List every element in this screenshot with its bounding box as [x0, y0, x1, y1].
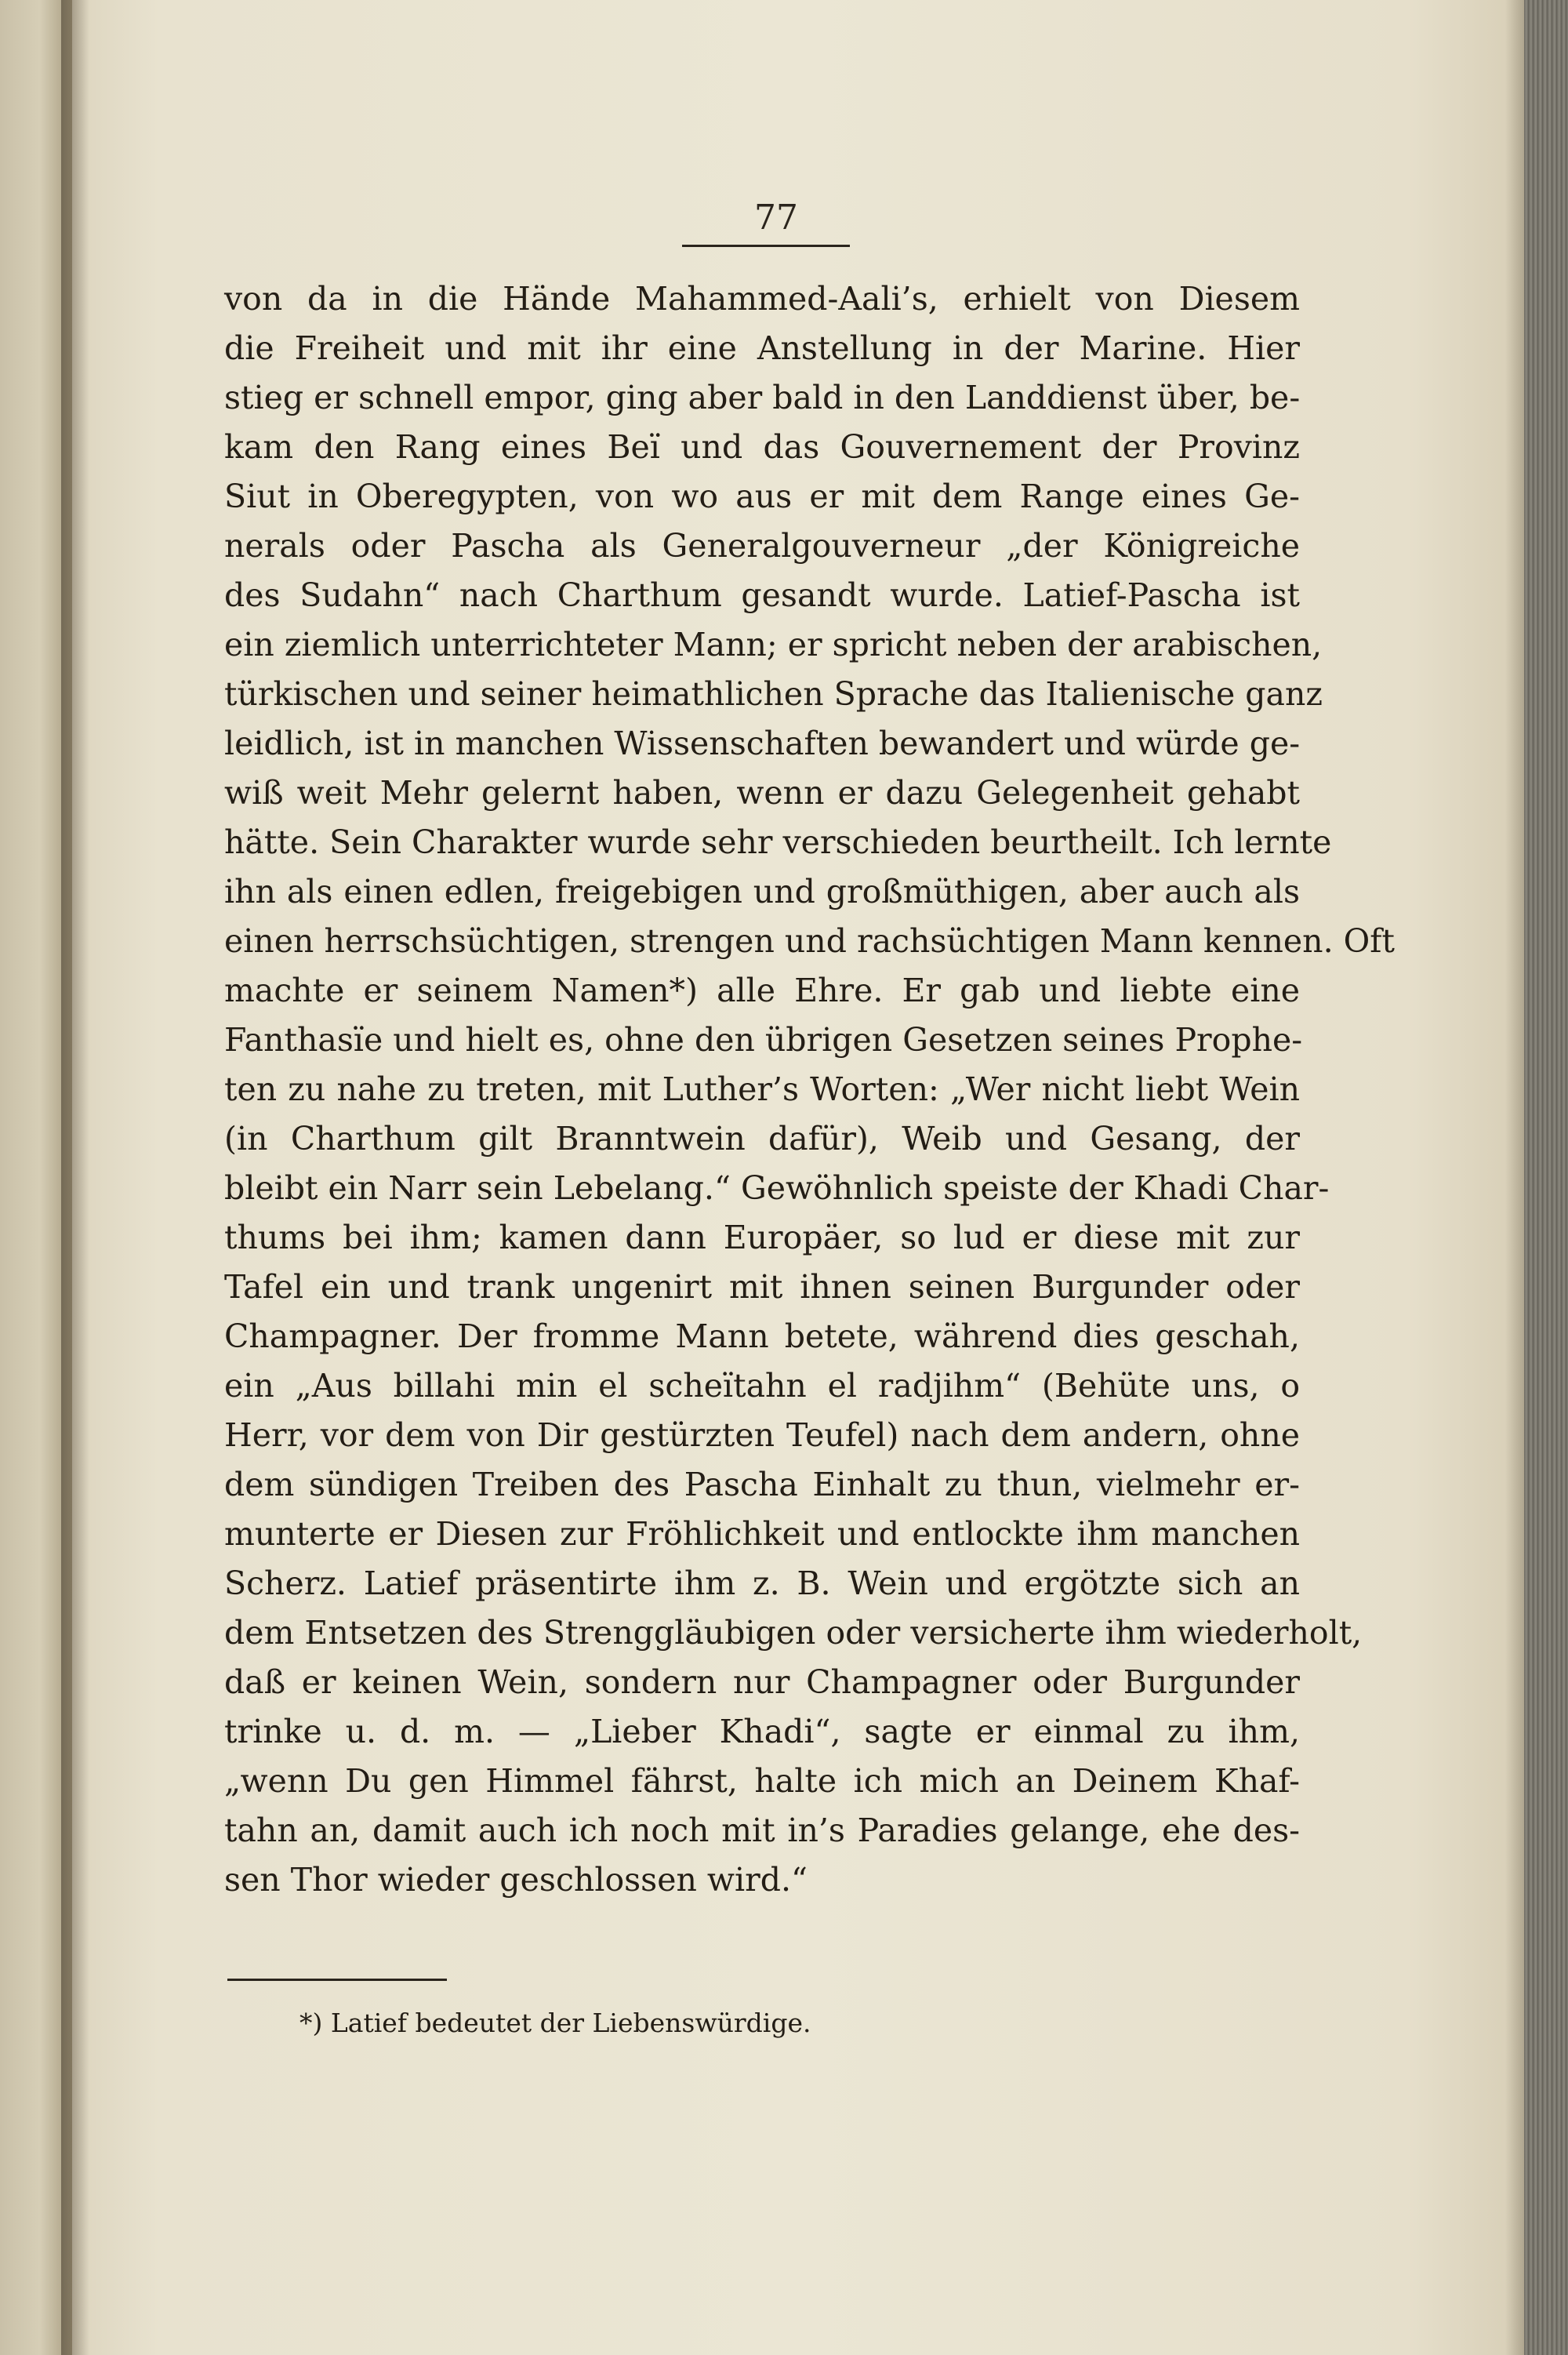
- text-line: munterte er Diesen zur Fröhlichkeit und entlockte ihm manchen: [224, 1515, 1300, 1553]
- text-line: trinke u. d. m. — „Lieber Khadi“, sagte er einmal zu ihm,: [224, 1713, 1300, 1750]
- text-line: tahn an, damit auch ich noch mit in’s Paradies gelange, ehe des-: [224, 1812, 1300, 1849]
- text-line: stieg er schnell empor, ging aber bald in den Landdienst über, be-: [224, 379, 1301, 416]
- book-gutter-shadow: [61, 0, 89, 2355]
- page-number-rule: [682, 245, 850, 247]
- text-line: leidlich, ist in manchen Wissenschaften bewandert und würde ge-: [224, 725, 1301, 762]
- text-line: türkischen und seiner heimathlichen Sprache das Italienische ganz: [224, 675, 1323, 713]
- text-line: bleibt ein Narr sein Lebelang.“ Gewöhnlich speiste der Khadi Char-: [224, 1169, 1330, 1207]
- text-line: machte er seinem Namen*) alle Ehre. Er gab und liebte eine: [224, 972, 1300, 1009]
- text-line: Fanthasïe und hielt es, ohne den übrigen Gesetzen seines Prophe-: [224, 1021, 1303, 1059]
- text-line: „wenn Du gen Himmel fährst, halte ich mich an Deinem Khaf-: [224, 1762, 1300, 1800]
- text-line: Tafel ein und trank ungenirt mit ihnen seinen Burgunder oder: [224, 1268, 1300, 1306]
- text-line: kam den Rang eines Beï und das Gouvernement der Provinz: [224, 428, 1300, 466]
- text-line: ten zu nahe zu treten, mit Luther’s Worten: „Wer nicht liebt Wein: [224, 1070, 1300, 1108]
- text-line: dem Entsetzen des Strenggläubigen oder versicherte ihm wiederholt,: [224, 1614, 1363, 1652]
- text-line: sen Thor wieder geschlossen wird.“: [224, 1861, 808, 1899]
- text-line: dem sündigen Treiben des Pascha Einhalt zu thun, vielmehr er-: [224, 1466, 1300, 1503]
- footnote: *) Latief bedeutet der Liebenswürdige.: [299, 2008, 811, 2038]
- text-line: Siut in Oberegypten, von wo aus er mit dem Range eines Ge-: [224, 478, 1300, 515]
- text-line: Champagner. Der fromme Mann betete, während dies geschah,: [224, 1317, 1300, 1355]
- page-edge-shadow: [1505, 0, 1526, 2355]
- text-line: ein ziemlich unterrichteter Mann; er spricht neben der arabischen,: [224, 626, 1323, 663]
- page-number: 77: [754, 198, 798, 238]
- text-line: daß er keinen Wein, sondern nur Champagner oder Burgunder: [224, 1663, 1300, 1701]
- text-line: thums bei ihm; kamen dann Europäer, so lud er diese mit zur: [224, 1219, 1300, 1256]
- body-text: [224, 274, 1395, 1905]
- text-line: Scherz. Latief präsentirte ihm z. B. Wein und ergötzte sich an: [224, 1565, 1300, 1602]
- book-fore-edge: [1524, 0, 1568, 2355]
- text-line: wiß weit Mehr gelernt haben, wenn er dazu Gelegenheit gehabt: [224, 774, 1300, 812]
- footnote-rule: [227, 1979, 447, 1981]
- text-line: ein „Aus billahi min el scheïtahn el radjihm“ (Behüte uns, o: [224, 1367, 1300, 1405]
- text-line: nerals oder Pascha als Generalgouverneur „der Königreiche: [224, 527, 1300, 565]
- text-line: einen herrschsüchtigen, strengen und rachsüchtigen Mann kennen. Oft: [224, 922, 1395, 960]
- text-line: (in Charthum gilt Branntwein dafür), Weib und Gesang, der: [224, 1120, 1300, 1158]
- text-line: des Sudahn“ nach Charthum gesandt wurde. Latief-Pascha ist: [224, 576, 1300, 614]
- text-line: hätte. Sein Charakter wurde sehr verschieden beurtheilt. Ich lernte: [224, 823, 1332, 861]
- text-line: ihn als einen edlen, freigebigen und großmüthigen, aber auch als: [224, 873, 1300, 910]
- text-line: Herr, vor dem von Dir gestürzten Teufel) nach dem andern, ohne: [224, 1416, 1300, 1454]
- text-line: die Freiheit und mit ihr eine Anstellung in der Marine. Hier: [224, 329, 1300, 367]
- text-line: von da in die Hände Mahammed-Aali’s, erhielt von Diesem: [224, 280, 1300, 318]
